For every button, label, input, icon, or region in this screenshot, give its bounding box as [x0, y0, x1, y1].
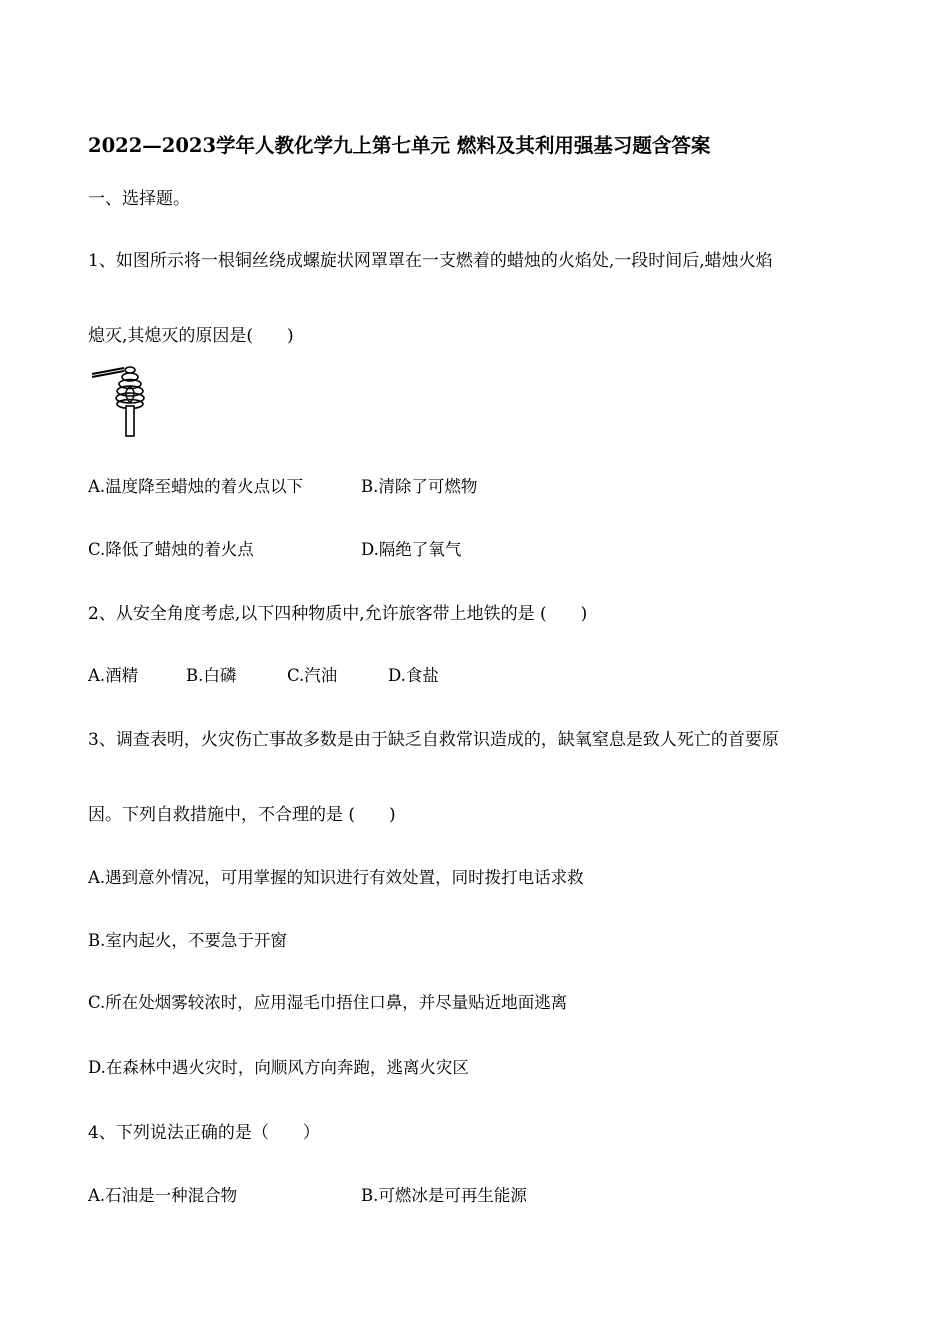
copper-coil-candle-figure [90, 362, 160, 440]
question-1-line-2: 熄灭,其熄灭的原因是( ) [88, 326, 294, 346]
question-4-option-b: B.可燃冰是可再生能源 [361, 1186, 527, 1205]
question-2-option-b: B.白磷 [186, 666, 237, 685]
question-3-option-d: D.在森林中遇火灾时，向顺风方向奔跑，逃离火灾区 [88, 1058, 469, 1077]
question-1-option-b: B.清除了可燃物 [361, 477, 478, 496]
question-2-line-1: 2、从安全角度考虑,以下四种物质中,允许旅客带上地铁的是 ( ) [88, 604, 588, 624]
question-1-option-c: C.降低了蜡烛的着火点 [88, 540, 254, 559]
question-1-option-d: D.隔绝了氧气 [361, 540, 462, 559]
question-2-option-c: C.汽油 [287, 666, 338, 685]
document-title: 2022—2023学年人教化学九上第七单元 燃料及其利用强基习题含答案 [88, 134, 711, 157]
question-3-option-c: C.所在处烟雾较浓时，应用湿毛巾捂住口鼻，并尽量贴近地面逃离 [88, 993, 568, 1012]
question-3-line-2: 因。下列自救措施中，不合理的是 ( ) [88, 805, 396, 825]
question-1-option-a: A.温度降至蜡烛的着火点以下 [88, 477, 304, 496]
question-3-line-1: 3、调查表明，火灾伤亡事故多数是由于缺乏自救常识造成的，缺氧窒息是致人死亡的首要原 [88, 730, 779, 750]
question-2-option-d: D.食盐 [388, 666, 439, 685]
section-heading: 一、选择题。 [88, 189, 190, 209]
question-3-option-b: B.室内起火，不要急于开窗 [88, 931, 287, 950]
question-4-option-a: A.石油是一种混合物 [88, 1186, 238, 1205]
question-1-line-1: 1、如图所示将一根铜丝绕成螺旋状网罩罩在一支燃着的蜡烛的火焰处,一段时间后,蜡烛火焰 [88, 251, 773, 271]
question-3-option-a: A.遇到意外情况，可用掌握的知识进行有效处置，同时拨打电话求救 [88, 868, 584, 887]
question-4-line-1: 4、下列说法正确的是（ ） [88, 1123, 320, 1143]
question-2-option-a: A.酒精 [88, 666, 139, 685]
